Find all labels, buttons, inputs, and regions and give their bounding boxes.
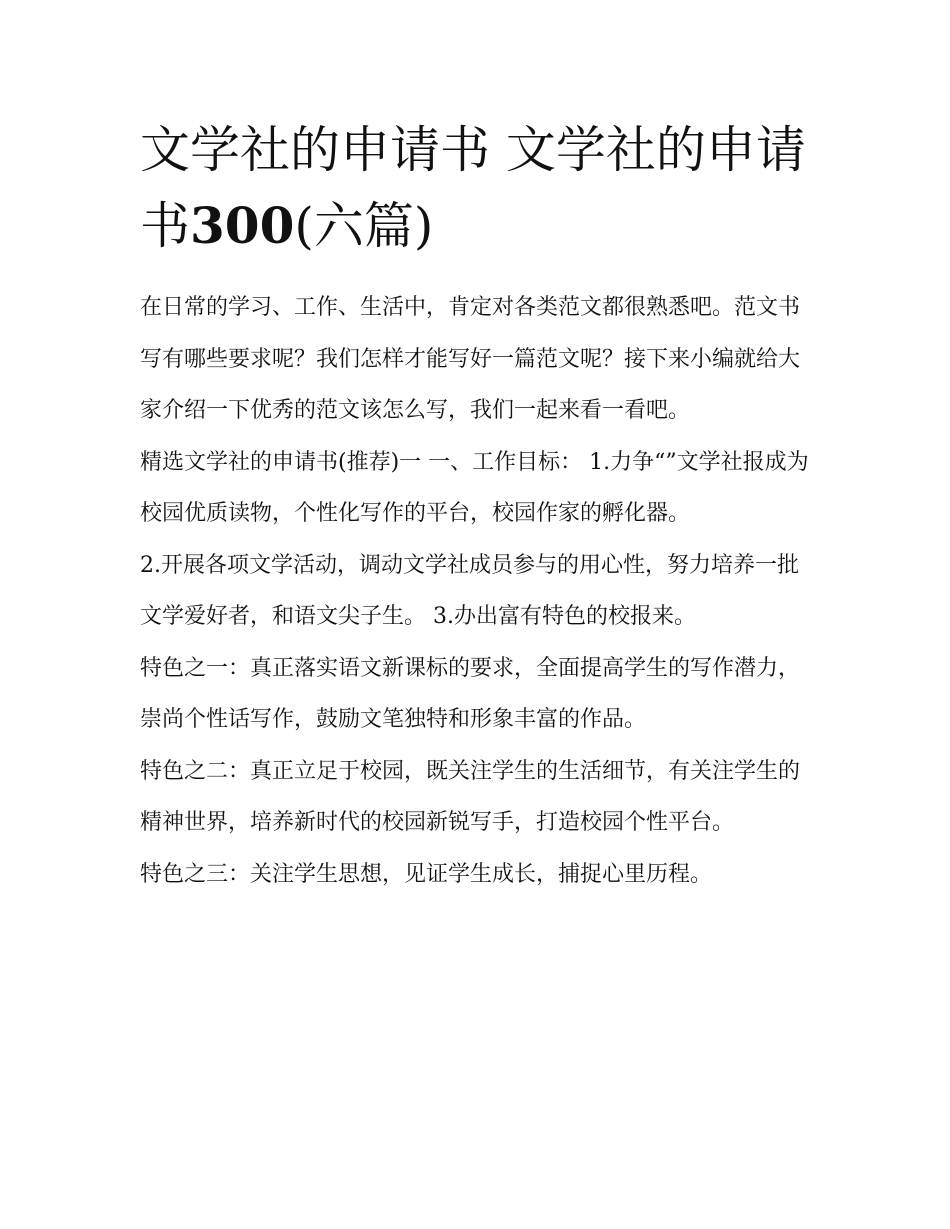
paragraph-feature-two: 特色之二：真正立足于校园，既关注学生的生活细节，有关注学生的精神世界，培养新时代的校园新锐写手，打造校园个性平台。 [140,758,801,835]
document-title: 文学社的申请书 文学社的申请书300(六篇) [140,121,806,255]
paragraph-feature-three: 特色之三：关注学生思想，见证学生成长，捕捉心里历程。 [140,861,713,887]
paragraph-activities: 2.开展各项文学活动，调动文学社成员参与的用心性，努力培养一批文学爱好者，和语文尖子生。 3.办出富有特色的校报来。 [140,552,799,629]
document-page [140,112,820,900]
paragraph-feature-one: 特色之一：真正落实语文新课标的要求，全面提高学生的写作潜力，崇尚个性话写作，鼓励文笔独特和形象丰富的作品。 [140,655,801,732]
paragraph-intro: 在日常的学习、工作、生活中，肯定对各类范文都很熟悉吧。范文书写有哪些要求呢？我们怎样才能写好一篇范文呢？接下来小编就给大家介绍一下优秀的范文该怎么写，我们一起来看一看吧。 [140,295,801,423]
paragraph-work-goal: 精选文学社的申请书(推荐)一 一、工作目标： 1.力争“”文学社报成为校园优质读物，个性化写作的平台，校园作家的孵化器。 [140,449,809,526]
